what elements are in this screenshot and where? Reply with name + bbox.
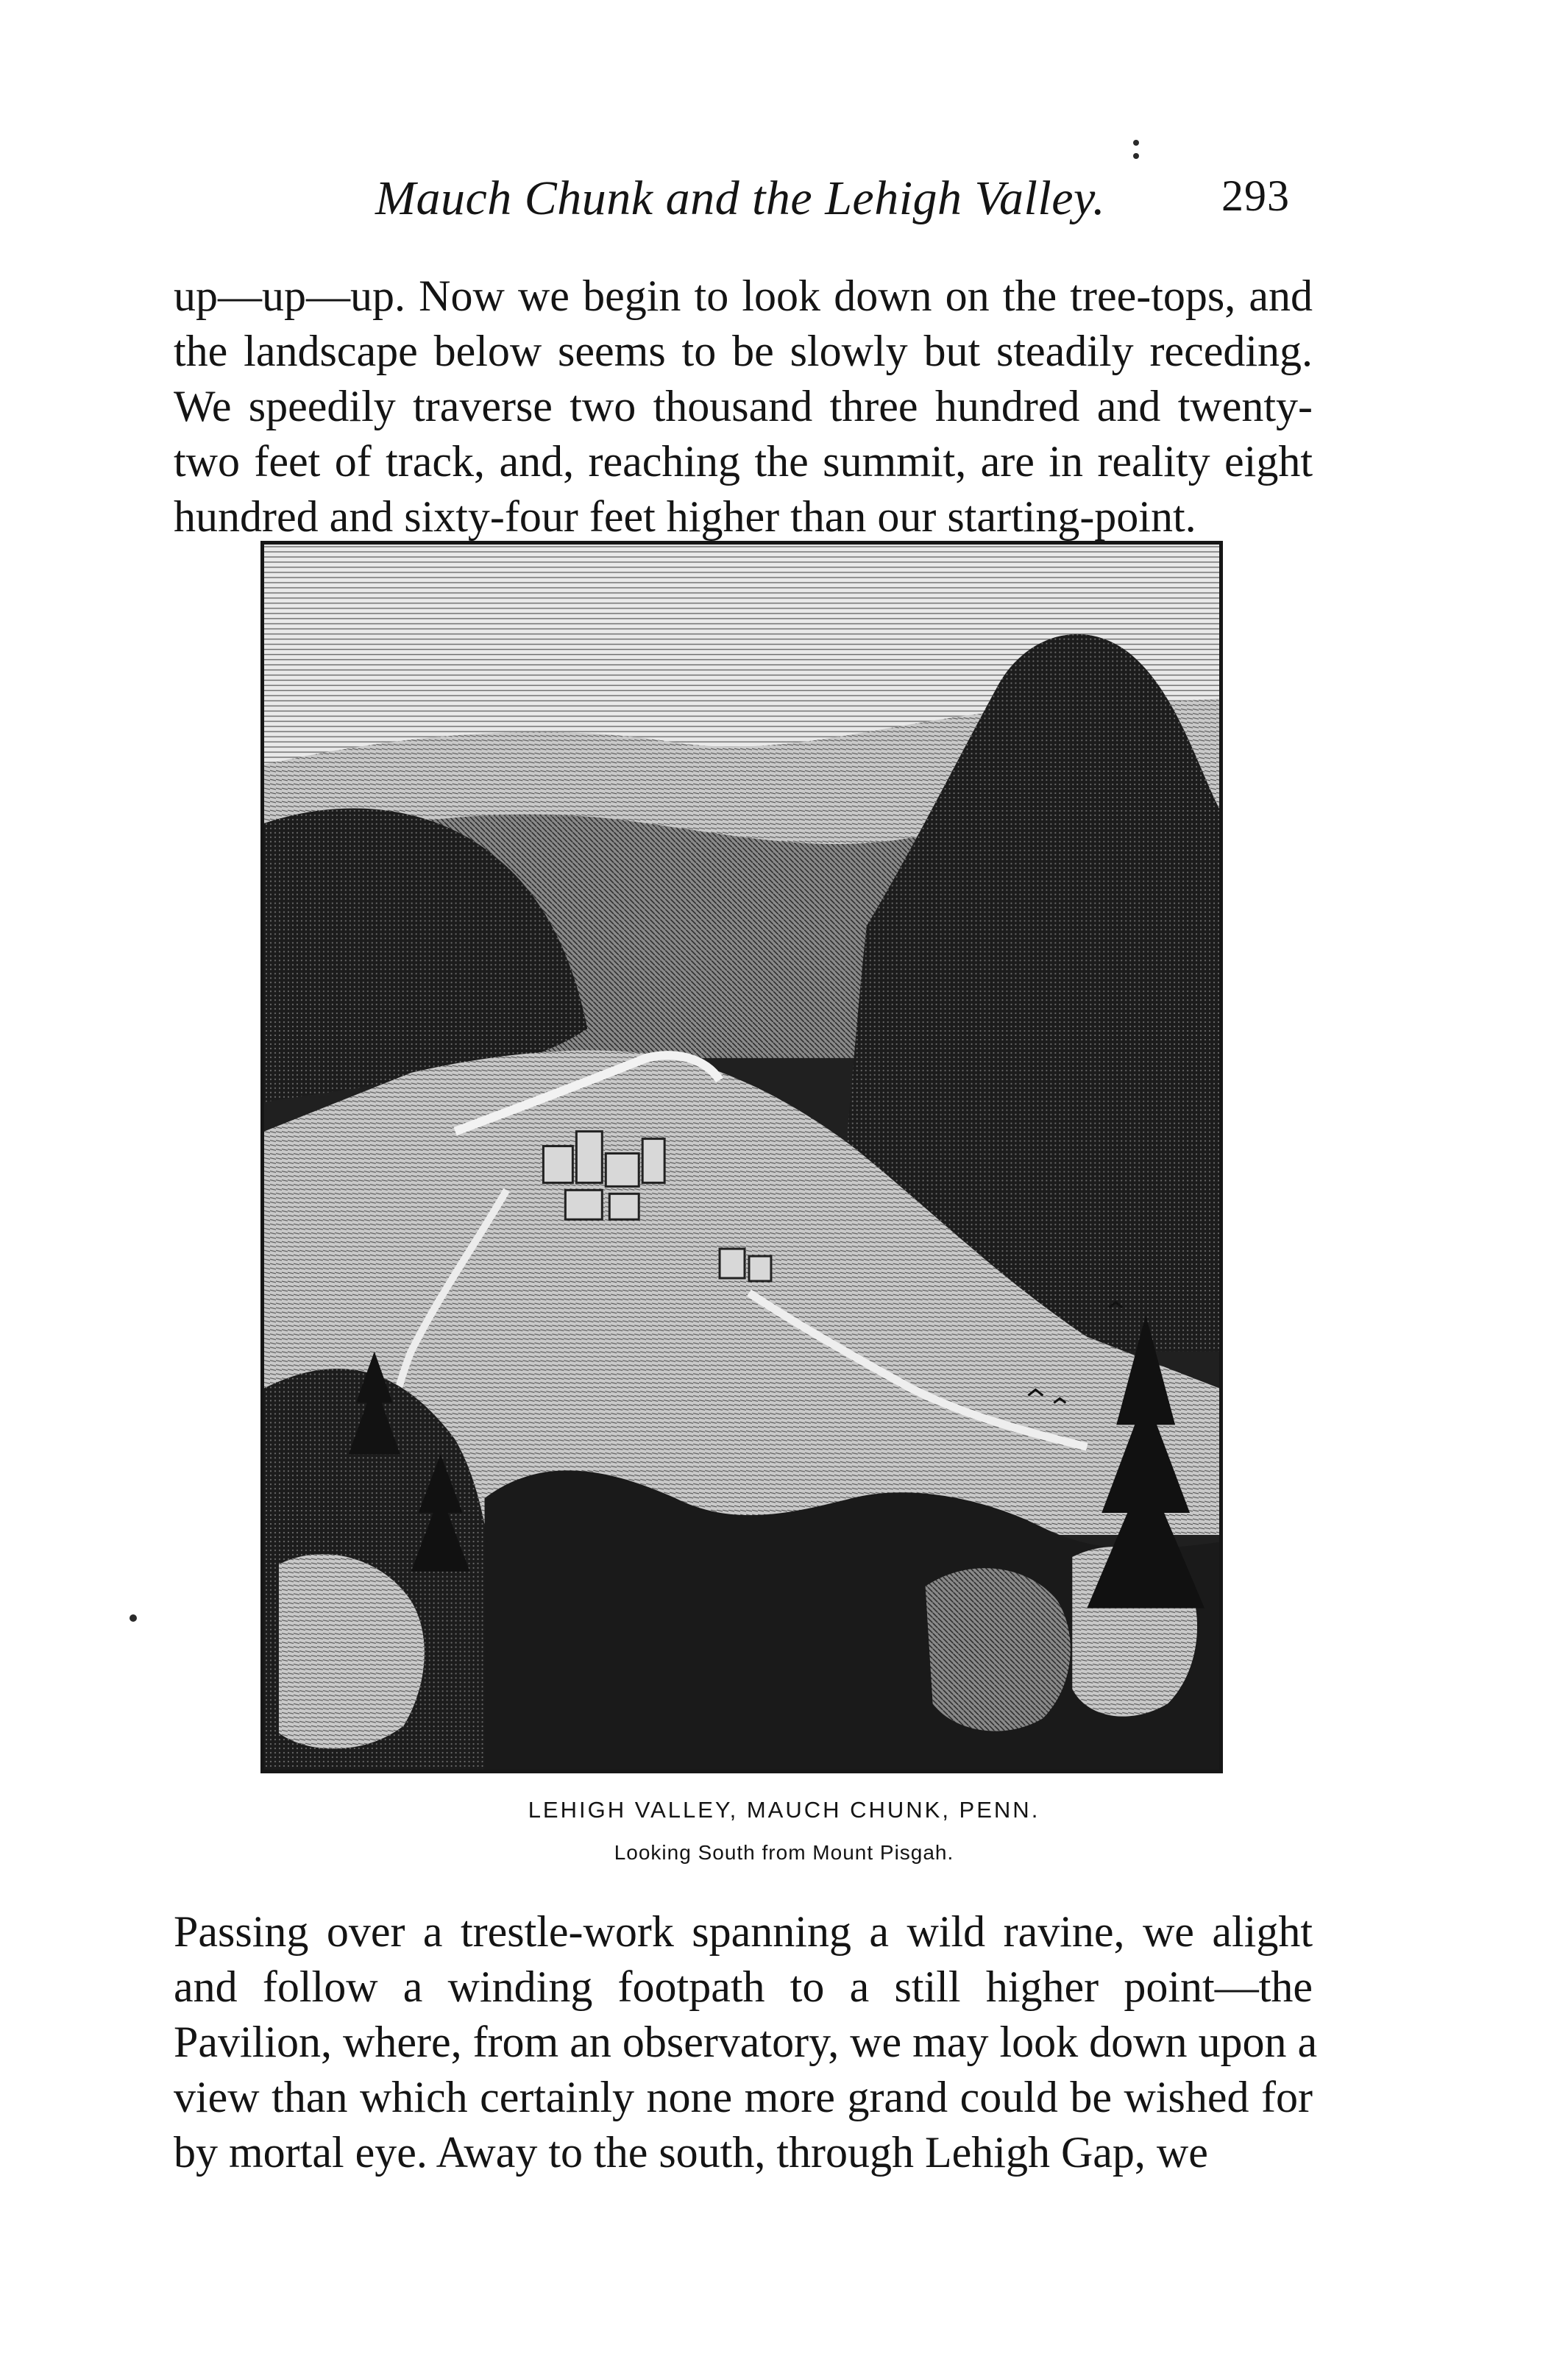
paragraph-bottom xyxy=(174,1904,1318,2180)
running-head: Mauch Chunk and the Lehigh Valley. xyxy=(375,171,1106,225)
paragraph-top xyxy=(174,269,1313,545)
print-speck xyxy=(1133,140,1139,146)
text-line: Passing over a trestle-work spanning a wild ravine, we alight xyxy=(174,1907,1313,1956)
text-line: up—up—up. Now we begin to look down on the tree-tops, and xyxy=(174,272,1313,320)
text-line: view than which certainly none more grand could be wished for xyxy=(174,2073,1313,2121)
text-line: two feet of track, and, reaching the summit, are in reality eight xyxy=(174,437,1313,486)
print-speck xyxy=(130,1614,137,1622)
text-line: the landscape below seems to be slowly but steadily receding. xyxy=(174,327,1313,375)
valley-engraving xyxy=(260,541,1223,1773)
text-line: and follow a winding footpath to a still higher point—the xyxy=(174,1962,1313,2011)
print-speck xyxy=(1133,153,1139,159)
text-line: Pavilion, where, from an observatory, we may look down upon a xyxy=(174,2018,1318,2066)
illustration-caption-title: LEHIGH VALLEY, MAUCH CHUNK, PENN. xyxy=(528,1797,1040,1823)
valley-engraving-art xyxy=(264,545,1219,1770)
text-line: by mortal eye. Away to the south, through Lehigh Gap, we xyxy=(174,2128,1208,2177)
text-line: We speedily traverse two thousand three hundred and twenty- xyxy=(174,382,1313,430)
illustration-caption-subtitle: Looking South from Mount Pisgah. xyxy=(614,1841,954,1864)
page-number: 293 xyxy=(1221,171,1290,220)
text-line: hundred and sixty-four feet higher than our starting-point. xyxy=(174,492,1196,541)
